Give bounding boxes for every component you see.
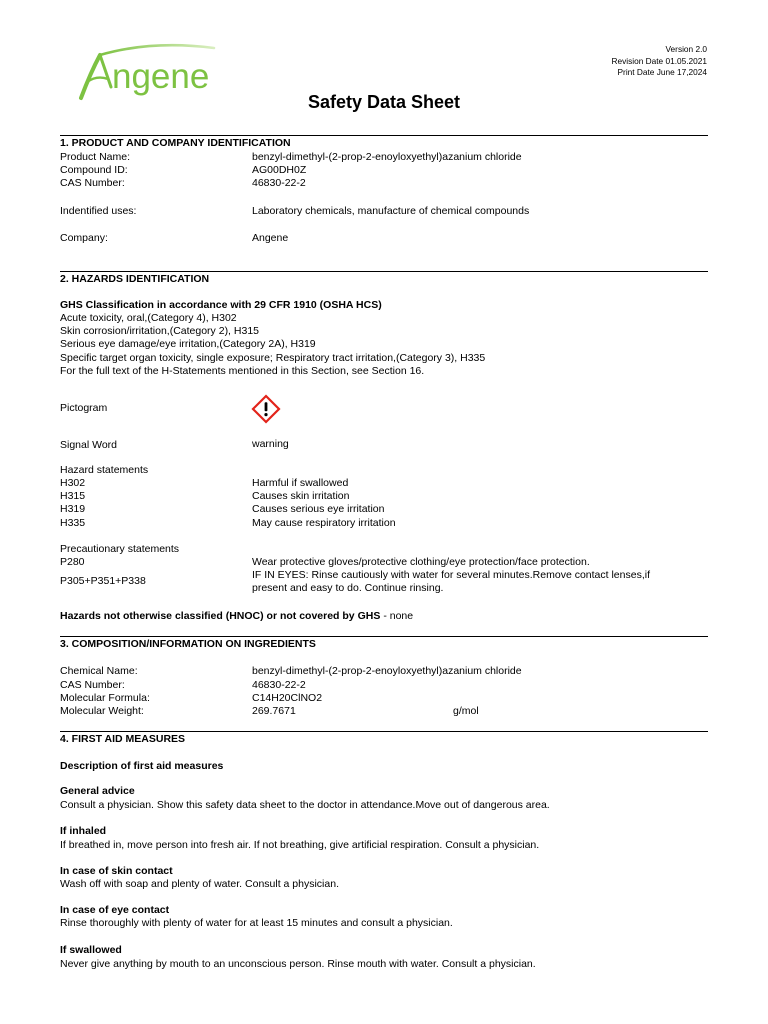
precautionary-code: P305+P351+P338 <box>60 575 146 587</box>
hazard-code: H335 <box>60 517 86 529</box>
molecular-weight-unit: g/mol <box>453 705 479 717</box>
cas-number-value: 46830-22-2 <box>252 679 306 691</box>
section-2-heading: 2. HAZARDS IDENTIFICATION <box>60 273 210 285</box>
logo-a-right-leg <box>100 55 111 87</box>
compound-id-label: Compound ID: <box>60 164 128 176</box>
hnoc-value: - none <box>383 610 414 622</box>
first-aid-item-text: If breathed in, move person into fresh air. If not breathing, give artificial respiration. Consult a physician. <box>60 839 540 851</box>
precautionary-code: P280 <box>60 556 85 568</box>
first-aid-item-text: Wash off with soap and plenty of water. Consult a physician. <box>60 878 339 890</box>
section-4-divider <box>60 731 708 732</box>
exclamation-mark-pictogram-icon <box>251 394 281 424</box>
product-name-label: Product Name: <box>60 151 131 163</box>
first-aid-item-title: In case of eye contact <box>60 904 170 916</box>
chemical-name-label: Chemical Name: <box>60 665 138 677</box>
first-aid-item-text: Rinse thoroughly with plenty of water for at least 15 minutes and consult a physician. <box>60 917 453 929</box>
molecular-weight-label: Molecular Weight: <box>60 705 144 717</box>
hazard-code: H319 <box>60 503 86 515</box>
first-aid-item-title: If swallowed <box>60 944 122 956</box>
first-aid-item-text: Consult a physician. Show this safety data sheet to the doctor in attendance.Move out of dangerous area. <box>60 799 550 811</box>
first-aid-item-title: General advice <box>60 785 135 797</box>
hazard-text: Causes skin irritation <box>252 490 350 502</box>
precautionary-text: IF IN EYES: Rinse cautiously with water for several minutes.Remove contact lenses,if <box>252 569 650 581</box>
pictogram-label: Pictogram <box>60 402 108 414</box>
cas-number-label: CAS Number: <box>60 679 125 691</box>
page-title: Safety Data Sheet <box>307 92 461 112</box>
hazard-text: May cause respiratory irritation <box>252 517 396 529</box>
molecular-formula-label: Molecular Formula: <box>60 692 150 704</box>
first-aid-subheading: Description of first aid measures <box>60 760 224 772</box>
classification-note: For the full text of the H-Statements mentioned in this Section, see Section 16. <box>60 365 425 377</box>
hazard-text: Harmful if swallowed <box>252 477 349 489</box>
section-1-heading: 1. PRODUCT AND COMPANY IDENTIFICATION <box>60 137 291 149</box>
precautionary-statements-heading: Precautionary statements <box>60 543 180 555</box>
section-3-divider <box>60 636 708 637</box>
classification-line: Skin corrosion/irritation,(Category 2), H315 <box>60 325 259 337</box>
section-2-divider <box>60 271 708 272</box>
molecular-formula-value: C14H20ClNO2 <box>252 692 323 704</box>
signal-word-label: Signal Word <box>60 439 118 451</box>
identified-uses-value: Laboratory chemicals, manufacture of chemical compounds <box>252 205 530 217</box>
section-4-heading: 4. FIRST AID MEASURES <box>60 733 186 745</box>
document-info <box>612 44 707 79</box>
section-1-divider <box>60 135 708 136</box>
logo-wordmark: ngene <box>112 57 210 96</box>
section-3-heading: 3. COMPOSITION/INFORMATION ON INGREDIENTS <box>60 638 316 650</box>
print-date-text: Print Date June 17,2024 <box>617 67 707 77</box>
classification-line: Acute toxicity, oral,(Category 4), H302 <box>60 312 237 324</box>
first-aid-item-title: In case of skin contact <box>60 865 173 877</box>
compound-id-value: AG00DH0Z <box>252 164 307 176</box>
precautionary-text: present and easy to do. Continue rinsing. <box>252 582 444 594</box>
hazard-text: Causes serious eye irritation <box>252 503 385 515</box>
first-aid-item-title: If inhaled <box>60 825 107 837</box>
classification-line: Specific target organ toxicity, single exposure; Respiratory tract irritation,(Category 3), H335 <box>60 352 486 364</box>
first-aid-item-text: Never give anything by mouth to an unconscious person. Rinse mouth with water. Consult a physician. <box>60 958 536 970</box>
chemical-name-value: benzyl-dimethyl-(2-prop-2-enoyloxyethyl)azanium chloride <box>252 665 522 677</box>
hazard-statements-heading: Hazard statements <box>60 464 149 476</box>
cas-number-label: CAS Number: <box>60 177 125 189</box>
hazard-code: H302 <box>60 477 86 489</box>
classification-line: Serious eye damage/eye irritation,(Category 2A), H319 <box>60 338 316 350</box>
identified-uses-label: Indentified uses: <box>60 205 137 217</box>
hnoc-label: Hazards not otherwise classified (HNOC) or not covered by GHS <box>60 610 381 622</box>
company-value: Angene <box>252 232 289 244</box>
signal-word-value: warning <box>252 438 289 450</box>
ghs-classification-heading: GHS Classification in accordance with 29 CFR 1910 (OSHA HCS) <box>60 299 382 311</box>
logo-swoosh-arc <box>100 45 214 55</box>
molecular-weight-value: 269.7671 <box>252 705 296 717</box>
hnoc-statement <box>60 610 413 622</box>
cas-number-value: 46830-22-2 <box>252 177 306 189</box>
company-label: Company: <box>60 232 108 244</box>
revision-date-text: Revision Date 01.05.2021 <box>611 55 707 66</box>
version-text: Version 2.0 <box>665 44 707 54</box>
hazard-code: H315 <box>60 490 86 502</box>
product-name-value: benzyl-dimethyl-(2-prop-2-enoyloxyethyl)azanium chloride <box>252 151 522 163</box>
precautionary-text: Wear protective gloves/protective clothing/eye protection/face protection. <box>252 556 590 568</box>
